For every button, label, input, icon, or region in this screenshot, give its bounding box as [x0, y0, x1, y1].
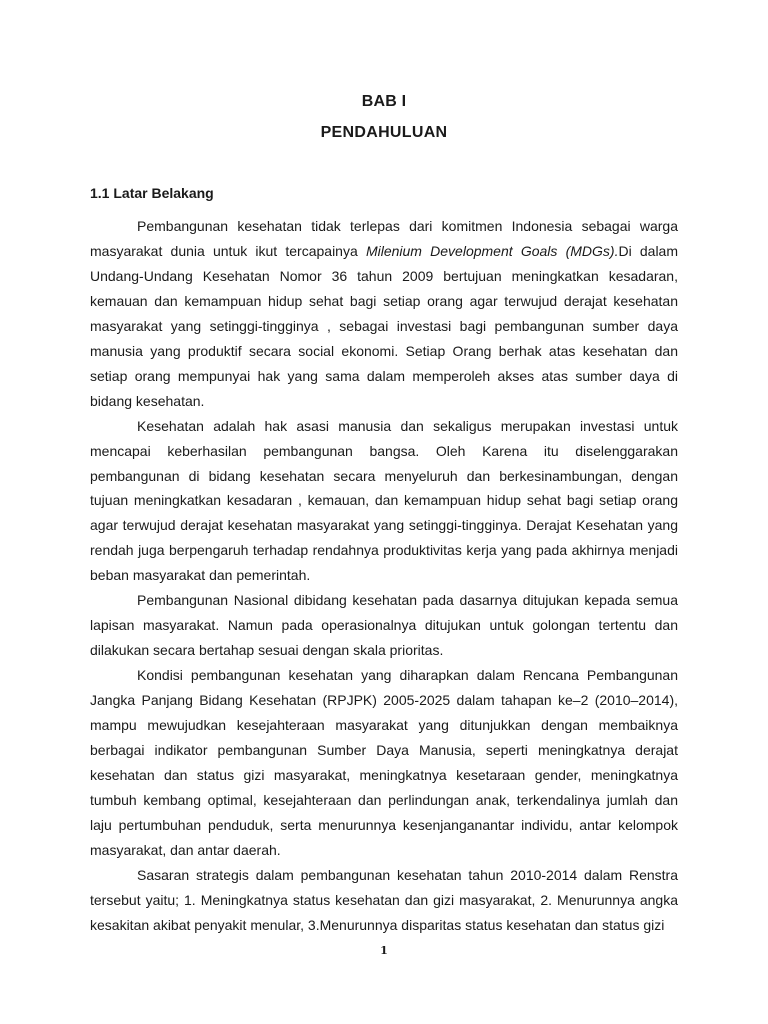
paragraph-4: Kondisi pembangunan kesehatan yang diharapkan dalam Rencana Pembangunan Jangka Panjang Bidang Kesehatan (RPJPK) 2005-2025 dalam tahapan ke–2 (2010–2014), mampu mewujudkan kesejahteraan masyarakat yang ditunjukkan dengan membaiknya berbagai indikator pembangunan Sumber Daya Manusia, seperti meningkatnya derajat kesehatan dan status gizi masyarakat, meningkatnya kesetaraan gender, meningkatnya tumbuh kembang optimal, kesejahteraan dan perlindungan anak, terkendalinya jumlah dan laju pertumbuhan penduduk, serta menurunnya kesenjanganantar individu, antar kelompok masyarakat, dan antar daerah. [90, 667, 678, 858]
paragraph-2: Kesehatan adalah hak asasi manusia dan sekaligus merupakan investasi untuk mencapai keberhasilan pembangunan bangsa. Oleh Karena itu diselenggarakan pembangunan di bidang kesehatan secara menyeluruh dan berkesinambungan, dengan tujuan meningkatkan kesadaran , kemauan, dan kemampuan hidup sehat bagi setiap orang agar terwujud derajat kesehatan masyarakat yang setinggi-tingginya. Derajat Kesehatan yang rendah juga berpengaruh terhadap rendahnya produktivitas kerja yang pada akhirnya menjadi beban masyarakat dan pemerintah. [90, 417, 678, 584]
paragraph-3: Pembangunan Nasional dibidang kesehatan pada dasarnya ditujukan kepada semua lapisan masyarakat. Namun pada operasionalnya ditujukan untuk golongan tertentu dan dilakukan secara bertahap sesuai dengan skala prioritas. [90, 592, 678, 659]
paragraph-1-text-before: Pembangunan kesehatan tidak terlepas dari komitmen Indonesia sebagai warga masyarakat dunia untuk ikut tercapainya [90, 218, 678, 259]
body-text [90, 214, 678, 938]
paragraph-1-text-after: Di dalam Undang-Undang Kesehatan Nomor 36 tahun 2009 bertujuan meningkatkan kesadaran, kemauan dan kemampuan hidup sehat bagi setiap orang agar terwujud derajat kesehatan masyarakat yang setinggi-tingginya , sebagai investasi bagi pembangunan sumber daya manusia yang produktif secara social ekonomi. Setiap Orang berhak atas kesehatan dan setiap orang mempunyai hak yang sama dalam memperoleh akses atas sumber daya di bidang kesehatan. [90, 242, 679, 409]
paragraph-1 [90, 214, 678, 414]
chapter-title: PENDAHULUAN [320, 124, 448, 141]
paragraph-5: Sasaran strategis dalam pembangunan kesehatan tahun 2010-2014 dalam Renstra tersebut yaitu; 1. Meningkatnya status kesehatan dan gizi masyarakat, 2. Menurunnya angka kesakitan akibat penyakit menular, 3.Menurunnya disparitas status kesehatan dan status gizi [90, 866, 678, 933]
chapter-number: BAB I [361, 93, 407, 110]
page-number: 1 [380, 944, 388, 957]
paragraph-1-italic-term: Milenium Development Goals (MDGs). [365, 242, 619, 259]
section-heading: 1.1 Latar Belakang [90, 185, 214, 201]
